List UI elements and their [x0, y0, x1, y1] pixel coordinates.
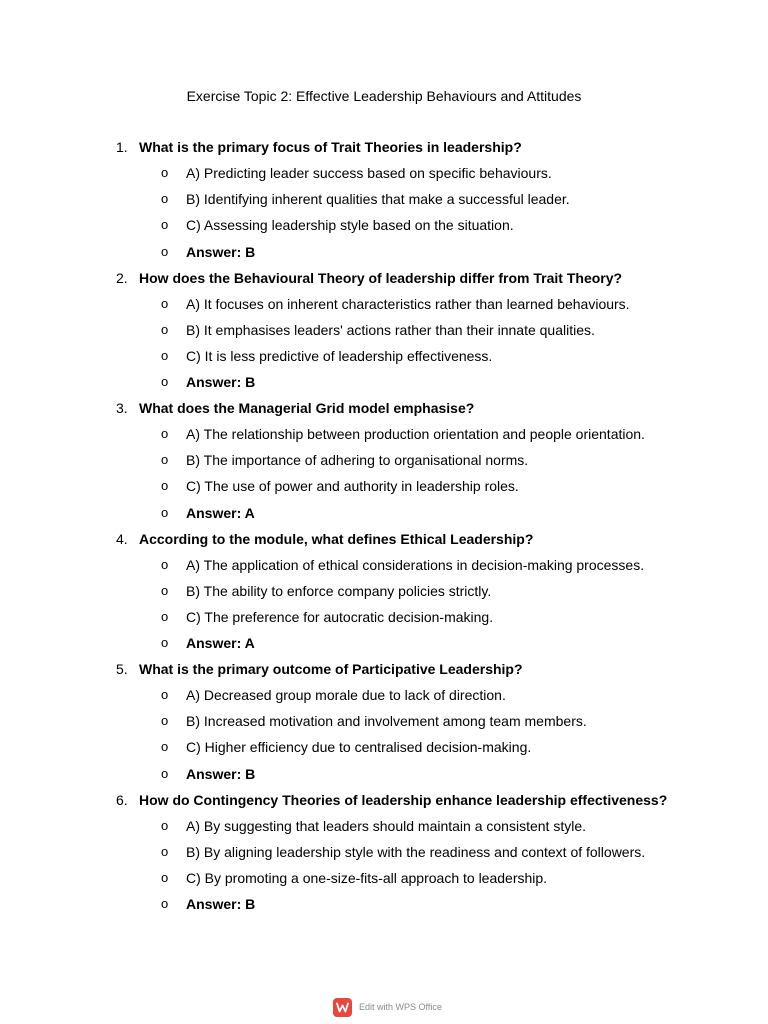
bullet-icon: o	[161, 321, 169, 337]
question-number: 2.	[116, 269, 128, 286]
option-item	[0, 582, 768, 600]
bullet-icon: o	[161, 295, 169, 311]
question-text: According to the module, what defines Ethical Leadership?	[139, 530, 534, 547]
option-text: C) The use of power and authority in leadership roles.	[186, 478, 519, 494]
wps-office-logo-icon	[333, 998, 352, 1017]
question-text: How does the Behavioural Theory of leadership differ from Trait Theory?	[139, 269, 623, 286]
answer-text: Answer: B	[186, 896, 256, 912]
bullet-icon: o	[161, 817, 169, 833]
question-number: 6.	[116, 791, 128, 808]
answer-item	[0, 243, 768, 261]
option-text: A) The application of ethical considerations in decision-making processes.	[186, 556, 645, 573]
footer-text[interactable]: Edit with WPS Office	[359, 1002, 442, 1012]
option-text: C) The preference for autocratic decision-making.	[186, 608, 494, 625]
option-item	[0, 425, 768, 443]
option-text: A) Predicting leader success based on specific behaviours.	[186, 165, 552, 181]
option-text: B) It emphasises leaders' actions rather than their innate qualities.	[186, 321, 595, 338]
answer-item	[0, 634, 768, 652]
question-item	[0, 791, 768, 922]
answer-text: Answer: A	[186, 635, 255, 651]
bullet-icon: o	[161, 869, 169, 885]
question-text: What does the Managerial Grid model emphasise?	[139, 400, 475, 416]
option-item	[0, 451, 768, 469]
bullet-icon: o	[161, 217, 169, 232]
option-text: B) Identifying inherent qualities that make a successful leader.	[186, 191, 570, 207]
option-item	[0, 869, 768, 887]
question-item	[0, 530, 768, 661]
bullet-icon: o	[161, 582, 169, 598]
option-item	[0, 216, 768, 234]
option-item	[0, 843, 768, 861]
answer-text: Answer: A	[186, 504, 255, 521]
answer-item	[0, 895, 768, 913]
bullet-icon: o	[161, 191, 169, 206]
question-list	[0, 138, 768, 921]
option-item	[0, 295, 768, 313]
option-text: B) The ability to enforce company policies strictly.	[186, 582, 492, 599]
option-item	[0, 817, 768, 835]
question-text: What is the primary outcome of Participative Leadership?	[139, 661, 523, 677]
answer-item	[0, 373, 768, 391]
question-item	[0, 138, 768, 269]
question-item	[0, 660, 768, 791]
question-item	[0, 399, 768, 530]
option-item	[0, 321, 768, 339]
bullet-icon: o	[161, 635, 169, 650]
bullet-icon: o	[161, 896, 169, 911]
option-item	[0, 164, 768, 182]
option-item	[0, 712, 768, 730]
question-number: 5.	[116, 661, 128, 677]
bullet-icon: o	[161, 426, 169, 441]
option-item	[0, 686, 768, 704]
option-text: A) By suggesting that leaders should maintain a consistent style.	[186, 817, 586, 834]
answer-text: Answer: B	[186, 243, 256, 260]
option-text: B) By aligning leadership style with the readiness and context of followers.	[186, 843, 646, 860]
option-text: C) Assessing leadership style based on the situation.	[186, 217, 514, 233]
page-title: Exercise Topic 2: Effective Leadership Behaviours and Attitudes	[186, 88, 582, 104]
bullet-icon: o	[161, 504, 169, 520]
bullet-icon: o	[161, 374, 169, 389]
bullet-icon: o	[161, 687, 169, 702]
option-item	[0, 556, 768, 574]
option-item	[0, 347, 768, 365]
option-text: A) Decreased group morale due to lack of direction.	[186, 687, 506, 703]
bullet-icon: o	[161, 452, 169, 467]
question-number: 4.	[116, 530, 128, 547]
bullet-icon: o	[161, 713, 169, 728]
bullet-icon: o	[161, 556, 169, 572]
option-text: C) By promoting a one-size-fits-all approach to leadership.	[186, 869, 548, 886]
bullet-icon: o	[161, 243, 169, 259]
answer-item	[0, 765, 768, 783]
answer-text: Answer: B	[186, 374, 256, 390]
question-number: 1.	[116, 139, 128, 155]
answer-text: Answer: B	[186, 765, 256, 782]
bullet-icon: o	[161, 843, 169, 859]
option-text: B) The importance of adhering to organisational norms.	[186, 452, 529, 468]
option-text: C) Higher efficiency due to centralised decision-making.	[186, 739, 532, 755]
answer-item	[0, 504, 768, 522]
option-text: B) Increased motivation and involvement among team members.	[186, 713, 587, 729]
bullet-icon: o	[161, 608, 169, 624]
option-text: A) The relationship between production orientation and people orientation.	[186, 426, 645, 442]
option-item	[0, 608, 768, 626]
footer-watermark[interactable]	[333, 997, 442, 1017]
option-item	[0, 477, 768, 495]
question-text: How do Contingency Theories of leadership enhance leadership effectiveness?	[139, 791, 668, 808]
bullet-icon: o	[161, 347, 169, 363]
option-item	[0, 738, 768, 756]
bullet-icon: o	[161, 478, 169, 493]
question-text: What is the primary focus of Trait Theories in leadership?	[139, 139, 522, 155]
bullet-icon: o	[161, 739, 169, 754]
option-item	[0, 190, 768, 208]
bullet-icon: o	[161, 165, 169, 180]
option-text: C) It is less predictive of leadership effectiveness.	[186, 347, 493, 364]
question-item	[0, 269, 768, 400]
question-number: 3.	[116, 400, 128, 416]
option-text: A) It focuses on inherent characteristics rather than learned behaviours.	[186, 295, 630, 312]
bullet-icon: o	[161, 765, 169, 781]
